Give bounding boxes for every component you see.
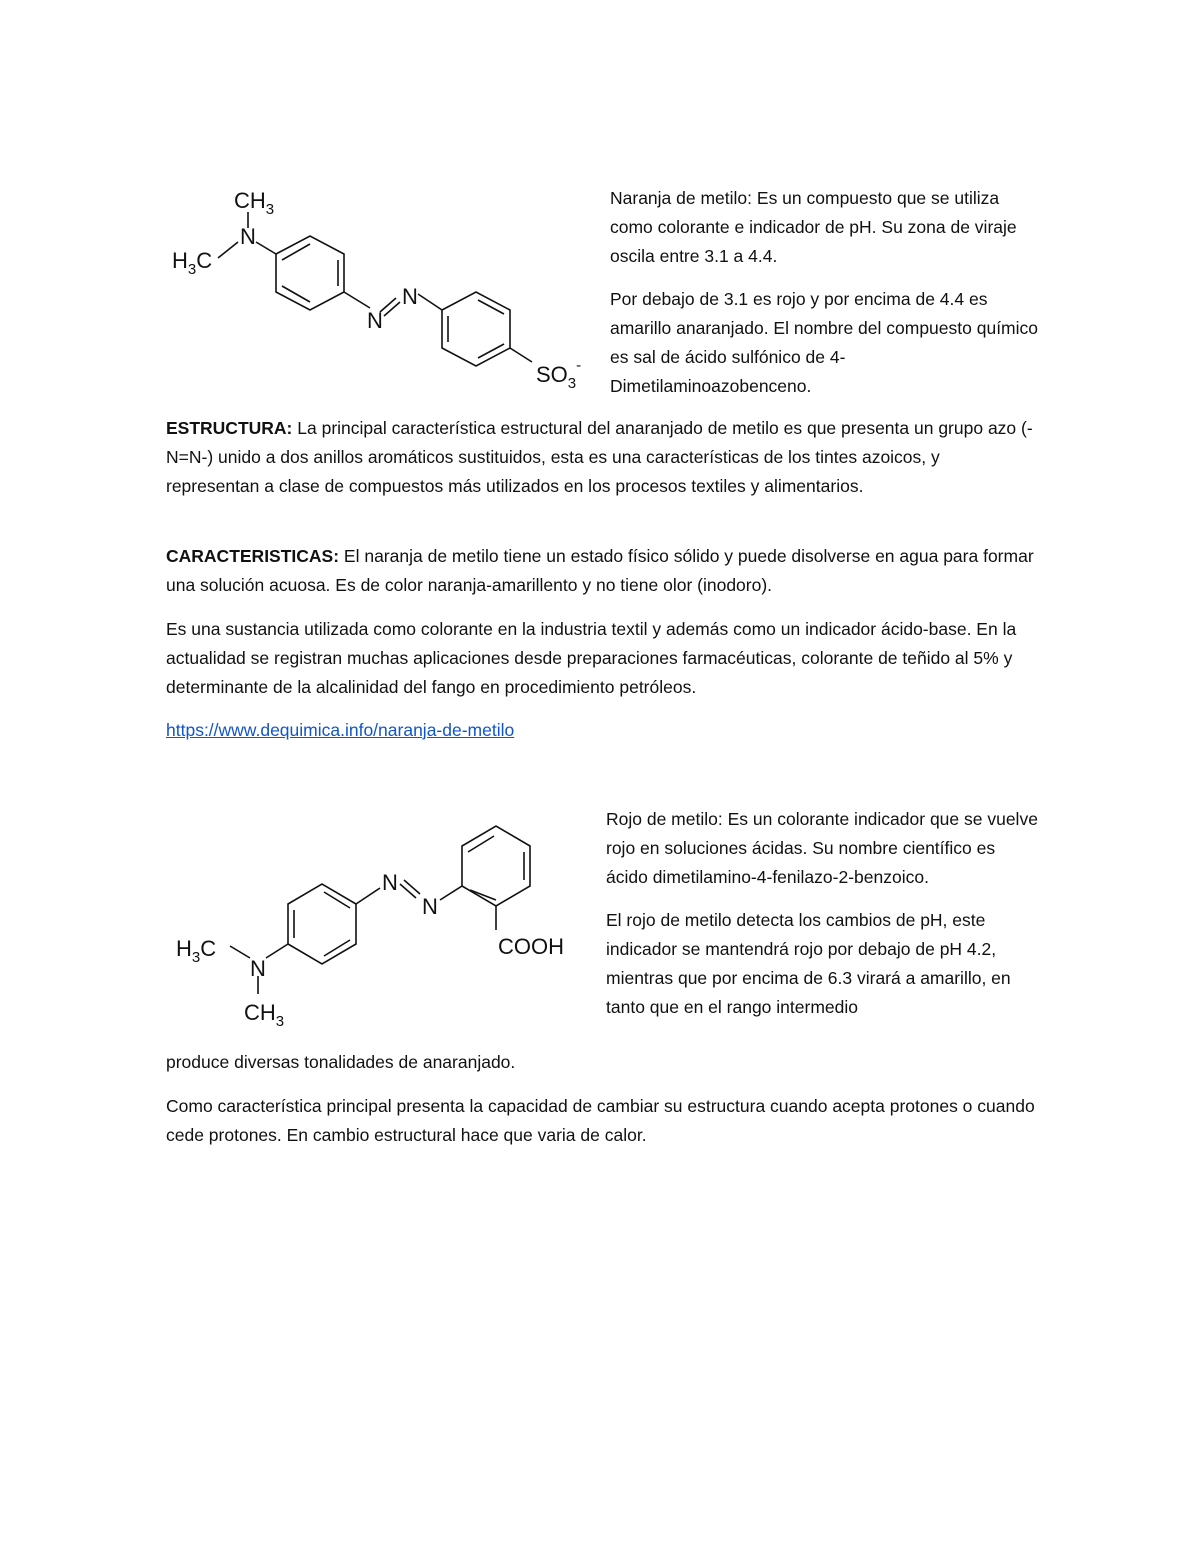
methyl-orange-term: Naranja de metilo: [610, 188, 753, 208]
methyl-orange-structure [160, 180, 600, 400]
estructura-label: ESTRUCTURA: [166, 418, 293, 438]
methyl-orange-intro-text: Es un compuesto que se utiliza como colorante e indicador de pH. Su zona de viraje oscila entre 3.1 a 4.4. [610, 188, 1017, 266]
n-amine-label: N [240, 224, 256, 249]
estructura-text: La principal característica estructural del anaranjado de metilo es que presenta un grupo azo (-N=N-) unido a dos anillos aromáticos sustituidos, esta es una características de los tintes azoicos, y representan a clase de compuestos más utilizados en los procesos textiles y alimentarios. [166, 418, 1033, 496]
methyl-red-bonds [230, 826, 530, 994]
h3c-label: $H_3C$ [172, 248, 213, 278]
n-azo-2-label-2: N [422, 894, 438, 919]
estructura-paragraph [166, 414, 1036, 501]
methyl-red-description [606, 805, 1038, 1036]
methyl-orange-description [610, 184, 1040, 415]
methyl-red-structure [170, 808, 590, 1033]
n-amine-label-2: N [250, 956, 266, 981]
cooh-label: COOH [498, 934, 564, 959]
methyl-red-term: Rojo de metilo: [606, 809, 723, 829]
uses-paragraph: Es una sustancia utilizada como colorante en la industria textil y además como un indicador ácido-base. En la actualidad se registran muchas aplicaciones desde preparaciones farmacéuticas, colorante de teñido al 5% y determinante de la alcalinidad del fango en procedimiento petróleos. [166, 619, 1017, 697]
ch3-bottom-label: $CH_3$ [244, 1000, 285, 1030]
caracteristicas-label: CARACTERISTICAS: [166, 546, 340, 566]
methyl-orange-color-range: Por debajo de 3.1 es rojo y por encima de 4.4 es amarillo anaranjado. El nombre del compuesto químico es sal de ácido sulfónico de 4-Dimetilaminoazobenceno. [610, 289, 1039, 396]
caracteristicas-text: El naranja de metilo tiene un estado físico sólido y puede disolverse en agua para formar una solución acuosa. Es de color naranja-amarillento y no tiene olor (inodoro). [166, 546, 1034, 595]
methyl-red-intro-text: Es un colorante indicador que se vuelve rojo en soluciones ácidas. Su nombre científico es ácido dimetilamino-4-fenilazo-2-benzoico. [606, 809, 1038, 887]
n-azo-2-label: N [402, 284, 418, 309]
methyl-red-ph-range-continued: produce diversas tonalidades de anaranjado. [166, 1052, 516, 1072]
h3c-label-2: $H_3C$ [176, 936, 217, 966]
source-link-paragraph [166, 716, 1036, 745]
so3-label: $SO_3^-$ [536, 357, 582, 392]
methyl-red-main-feature: Como característica principal presenta la capacidad de cambiar su estructura cuando acepta protones o cuando cede protones. En cambio estructural hace que varia de calor. [166, 1096, 1035, 1145]
methyl-orange-bonds [218, 212, 532, 366]
n-azo-1-label-2: N [382, 870, 398, 895]
ch3-top-label: $CH_3$ [234, 188, 275, 218]
methyl-red-ph-range: El rojo de metilo detecta los cambios de pH, este indicador se mantendrá rojo por debajo de pH 4.2, mientras que por encima de 6.3 virará a amarillo, en tanto que en el rango intermedio [606, 910, 1011, 1017]
methyl-orange-intro [610, 184, 1040, 271]
caracteristicas-paragraph [166, 542, 1036, 600]
n-azo-1-label: N [367, 308, 383, 333]
source-link[interactable]: https://www.dequimica.info/naranja-de-metilo [166, 720, 515, 740]
methyl-red-intro [606, 805, 1038, 892]
